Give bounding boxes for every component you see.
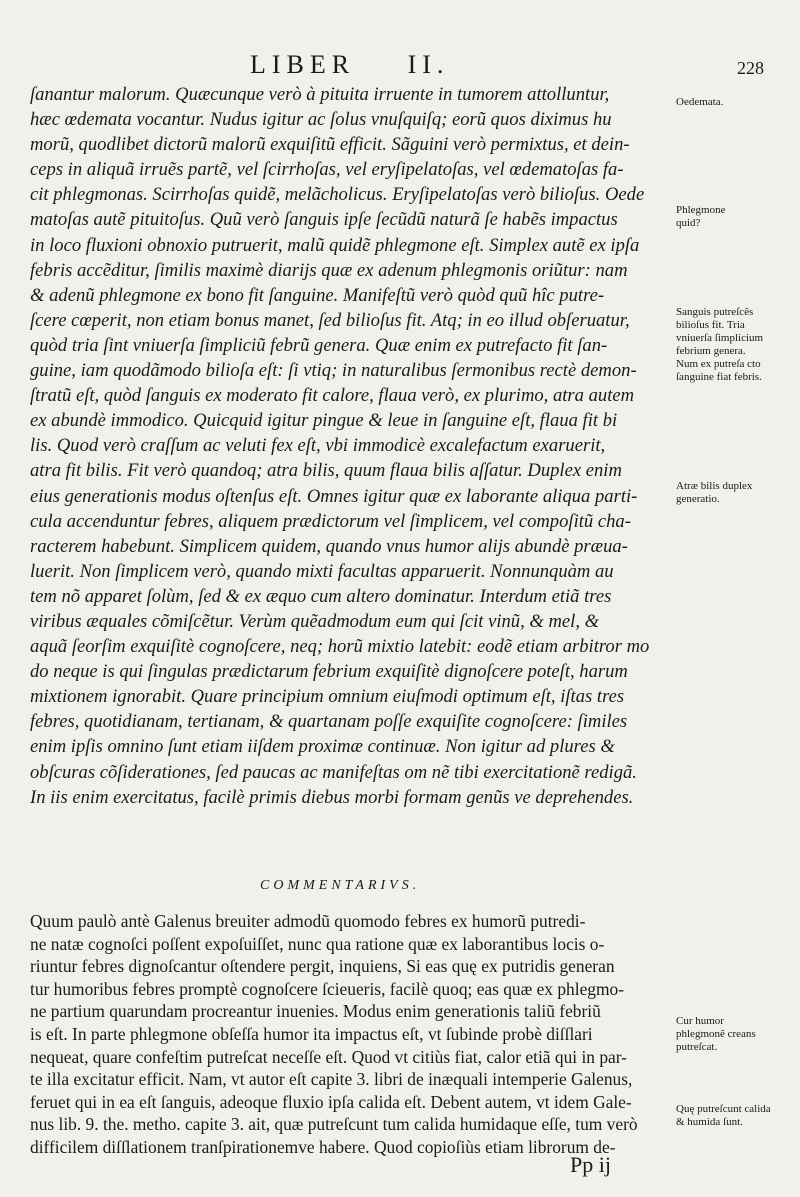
text-line: aquã ſeorſim exquiſitè cognoſcere, neq; horũ mixtio latebit: eodẽ etiam arbitror mo: [30, 636, 650, 658]
book-number: II.: [407, 50, 450, 79]
commentary-line: tur humoribus febres promptè cognoſcere ſcieueris, facilè quoq; eas quæ ex phlegmo-: [30, 978, 624, 999]
text-line: in loco fluxioni obnoxio putruerit, malũ quidẽ phlegmone eſt. Simplex autẽ ex ipſa: [30, 234, 640, 256]
commentary-line: is eſt. In parte phlegmone obſeſſa humor ita impactus eſt, vt ſubinde probè diſſlari: [30, 1023, 593, 1044]
commentary-text: [30, 910, 670, 1159]
text-line: In iis enim exercitatus, facilè primis diebus morbi formam genũs ve deprehendes.: [30, 786, 634, 808]
text-line: matoſas autẽ pituitoſus. Quũ verò ſanguis ipſe ſecũdũ naturã ſe habẽs impactus: [30, 209, 618, 231]
text-line: ſtratũ eſt, quòd ſanguis ex moderato fit calore, flaua verò, ex plurimo, atra autem: [30, 385, 635, 407]
text-line: morũ, quodlibet dictorũ malorũ exquiſitũ efficit. Sãguini verò permixtus, et dein-: [30, 134, 630, 156]
commentary-line: nus lib. 9. the. metho. capite 3. ait, quæ putreſcunt tum calida humidaque eſſe, tum verò: [30, 1114, 638, 1135]
text-line: quòd tria ſint vniuerſa ſimpliciũ febrũ genera. Quæ enim ex putrefacto fit ſan-: [30, 334, 608, 356]
margin-note-putrescunt: Quę putreſcunt calida & humida ſunt.: [676, 1103, 771, 1128]
main-text: [30, 82, 670, 810]
text-line: ceps in aliquã irruẽs partẽ, vel ſcirrhoſas, vel eryſipelatoſas, vel œdematoſas fa-: [30, 159, 624, 181]
text-line: do neque is qui ſingulas prædictarum febrium exquiſitè dignoſcere poteſt, harum: [30, 661, 628, 683]
commentary-heading: COMMENTARIVS.: [260, 878, 421, 893]
commentary-line: te illa excitatur efficit. Nam, vt autor eſt capite 3. libri de inæquali intemperie Galenus,: [30, 1069, 633, 1090]
commentary-line: nequeat, quare confeſtim putreſcat neceſſe eſt. Quod vt citiùs fiat, calor etiã qui in par-: [30, 1046, 627, 1067]
margin-note-phlegmone: Phlegmone quid?: [676, 204, 726, 229]
text-line: enim ipſis omnino ſunt etiam iiſdem proximæ continuæ. Non igitur ad plures &: [30, 736, 615, 758]
text-line: tem nõ apparet ſolùm, ſed & ex æquo cum altero dominatur. Interdum etiã tres: [30, 585, 612, 607]
commentary-line: ne partium quarundam procreantur inuenies. Modus enim generationis taliũ febriũ: [30, 1001, 601, 1022]
page-number: 228: [737, 58, 764, 78]
text-line: hæc œdemata vocantur. Nudus igitur ac ſolus vnuſquiſq; eorũ quos diximus hu: [30, 109, 612, 131]
margin-note-sanguis: Sanguis putreſcẽs bilioſus fit. Tria vniuerſa ſimplicium febrium genera. Num ex putreſa cto ſanguine fiat febris.: [676, 306, 764, 383]
text-line: ex abundè immodico. Quicquid igitur pingue & leue in ſanguine eſt, flaua fit bi: [30, 410, 618, 432]
text-line: & adenũ phlegmone ex bono fit ſanguine. Manifeſtũ verò quòd quũ hîc putre-: [30, 284, 605, 306]
text-line: lis. Quod verò craſſum ac veluti fex eſt, vbi immodicè excalefactum exaruerit,: [30, 435, 606, 457]
text-line: cit phlegmonas. Scirrhoſas quidẽ, melãcholicus. Eryſipelatoſas verò bilioſus. Oede: [30, 184, 645, 206]
text-line: febris accẽditur, ſimilis maximè diarijs quæ ex adenum phlegmonis oriũtur: nam: [30, 259, 628, 281]
commentary-line: riuntur febres dignoſcantur oſtendere pergit, inquiens, Si eas quę ex putridis generan: [30, 956, 615, 977]
text-line: viribus æquales cõmiſcẽtur. Verùm quẽadmodum eum qui ſcit vinũ, & mel, &: [30, 610, 600, 632]
margin-note-atra-bilis: Atræ bilis duplex generatio.: [676, 480, 753, 505]
text-line: cula accenduntur febres, aliquem prædictorum vel ſimplicem, vel compoſitũ cha-: [30, 510, 631, 532]
text-line: racterem habebunt. Simplicem quidem, quando vnus humor alijs abundè præua-: [30, 535, 628, 557]
text-line: atra fit bilis. Fit verò quandoq; atra bilis, quum flaua bilis aſſatur. Duplex enim: [30, 460, 622, 482]
text-line: ſanantur malorum. Quæcunque verò à pituita irruente in tumorem attolluntur,: [30, 84, 610, 105]
running-head: [250, 50, 449, 80]
commentary-line: feruet qui in ea eſt ſanguis, adeoque fluxio ipſa calida eſt. Debent autem, vt idem Gale-: [30, 1091, 632, 1112]
text-line: mixtionem ignorabit. Quare principium omnium eiuſmodi optimum eſt, iſtas tres: [30, 686, 625, 708]
margin-note-cur-humor: Cur humor phlegmonẽ creans putreſcat.: [676, 1015, 756, 1053]
text-line: febres, quotidianam, tertianam, & quartanam poſſe exquiſite cognoſcere: ſimiles: [30, 711, 628, 733]
book-title: LIBER: [250, 50, 356, 79]
text-line: obſcuras cõſiderationes, ſed paucas ac manifeſtas om nẽ tibi exercitationẽ redigã.: [30, 761, 637, 783]
text-line: luerit. Non ſimplicem verò, quando mixti facultas apparuerit. Nonnunquàm au: [30, 560, 614, 582]
margin-note-oedemata: Oedemata.: [676, 96, 724, 108]
text-line: eius generationis modus oſtenſus eſt. Omnes igitur quæ ex laborante aliqua parti-: [30, 485, 638, 507]
commentary-line: difficilem diſſlationem tranſpirationemve habere. Quod copioſiùs etiam librorum de-: [30, 1136, 616, 1157]
commentary-line: ne natæ cognoſci poſſent expoſuiſſet, nunc qua ratione quæ ex laborantibus locis o-: [30, 933, 605, 954]
commentary-line: Quum paulò antè Galenus breuiter admodũ quomodo febres ex humorũ putredi-: [30, 911, 586, 931]
text-line: guine, iam quodãmodo bilioſa eſt: ſi vtiq; in naturalibus ſermonibus rectè demon-: [30, 360, 637, 382]
text-line: ſcere cœperit, non etiam bonus manet, ſed bilioſus fit. Atq; in eo illud obſeruatur,: [30, 309, 630, 331]
signature-mark: Pp ij: [570, 1152, 611, 1177]
